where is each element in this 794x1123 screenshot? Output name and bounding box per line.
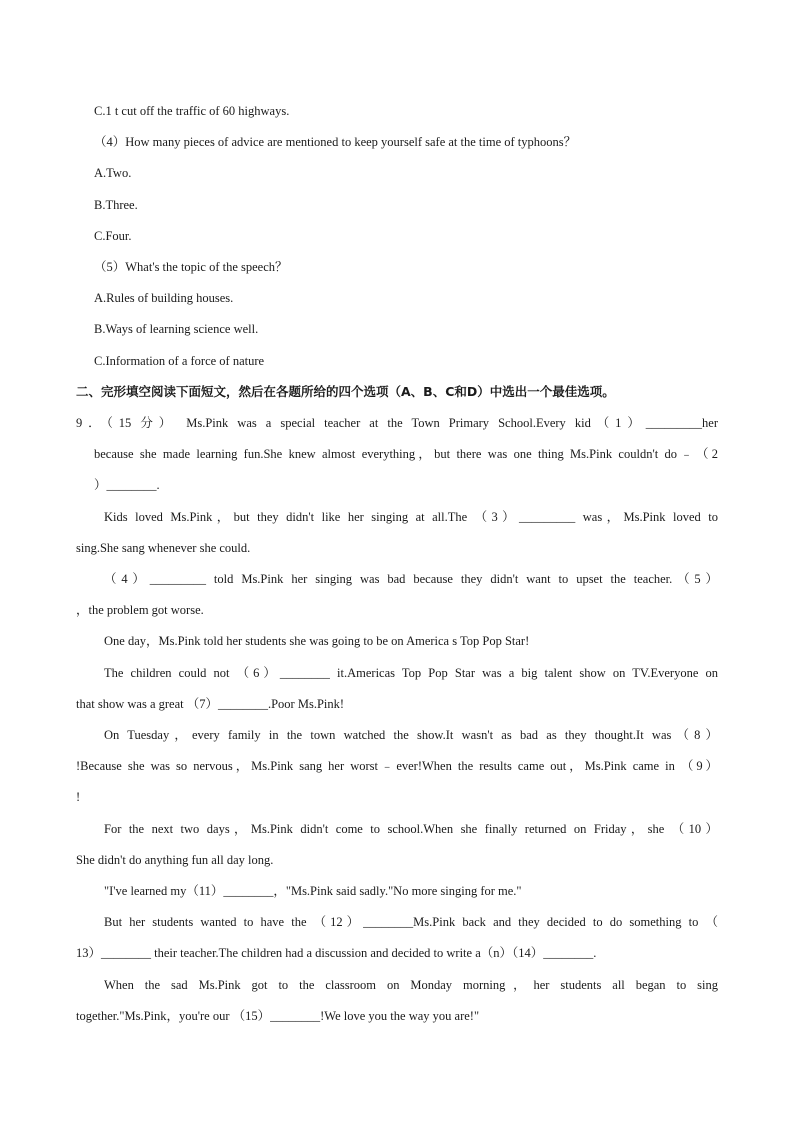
passage-line-6: （4）_________ told Ms.Pink her singing was bad because they didn't want to upset the teacher.（5） [104, 572, 718, 586]
passage-line-3: ）________. [94, 478, 160, 492]
option-q4-c: C.Four. [94, 229, 132, 243]
question-5: （5）What's the topic of the speech？ [94, 260, 288, 274]
passage-line-14: For the next two days，Ms.Pink didn't come to school.When she finally returned on Friday，she （10） [104, 822, 718, 836]
passage-line-4: Kids loved Ms.Pink，but they didn't like her singing at all.The （3）_________ was，Ms.Pink loved to [104, 510, 718, 524]
passage-line-2: because she made learning fun.She knew almost everything，but there was one thing Ms.Pink couldn't do﹣（2 [94, 447, 718, 461]
passage-line-11: On Tuesday，every family in the town watched the show.It wasn't as bad as they thought.It was（8） [104, 728, 718, 742]
passage-line-5: sing.She sang whenever she could. [76, 541, 251, 555]
passage-line-19: When the sad Ms.Pink got to the classroom on Monday morning，her students all began to sing [104, 978, 718, 992]
option-q5-a: A.Rules of building houses. [94, 291, 234, 305]
passage-line-7: ，the problem got worse. [76, 603, 204, 617]
passage-line-10: that show was a great （7）________.Poor Ms.Pink! [76, 697, 345, 711]
passage-line-16: "I've learned my（11）________，"Ms.Pink said sadly."No more singing for me." [104, 884, 522, 898]
passage-line-1: 9．（15 分） Ms.Pink was a special teacher at the Town Primary School.Every kid（1）_________her [76, 416, 718, 430]
passage-line-17: But her students wanted to have the （12）________Ms.Pink back and they decided to do something to （ [104, 915, 718, 929]
passage-line-8: One day，Ms.Pink told her students she was going to be on America s Top Pop Star! [104, 634, 530, 648]
passage-line-18: 13）________ their teacher.The children had a discussion and decided to write a（n）（14）________. [76, 946, 597, 960]
passage-line-20: together."Ms.Pink，you're our （15）________!We love you the way you are!" [76, 1009, 480, 1023]
option-q5-b: B.Ways of learning science well. [94, 322, 259, 336]
passage-line-15: She didn't do anything fun all day long. [76, 853, 274, 867]
passage-line-12: !Because she was so nervous，Ms.Pink sang her worst﹣ever!When the results came out，Ms.Pink came in （9） [76, 759, 718, 773]
question-4: （4）How many pieces of advice are mentioned to keep yourself safe at the time of typhoons？ [94, 135, 577, 149]
section-heading-cloze: 二、完形填空阅读下面短文，然后在各题所给的四个选项（A、B、C和D）中选出一个最佳选项。 [76, 384, 615, 399]
option-q4-b: B.Three. [94, 198, 138, 212]
passage-line-13: ! [76, 790, 81, 804]
option-q5-c: C.Information of a force of nature [94, 354, 265, 368]
option-q3-c: C.1 t cut off the traffic of 60 highways. [94, 104, 290, 118]
passage-line-9: The children could not （6）________ it.Americas Top Pop Star was a big talent show on TV.Everyone on [104, 666, 718, 680]
option-q4-a: A.Two. [94, 166, 132, 180]
